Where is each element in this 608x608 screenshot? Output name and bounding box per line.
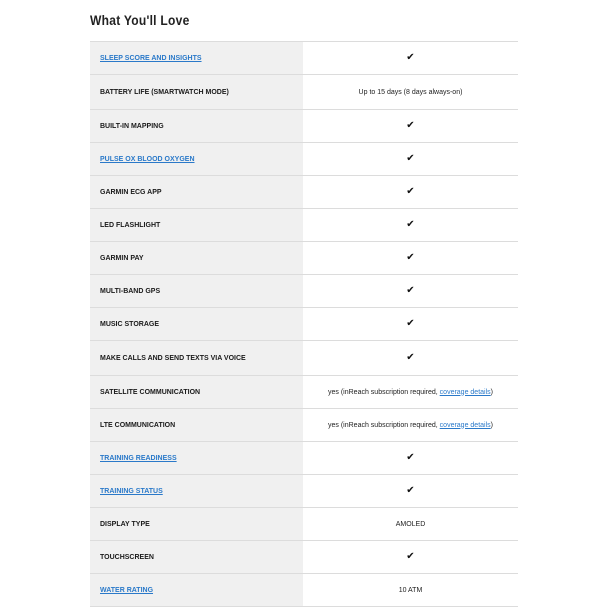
feature-value-cell [303,275,518,307]
table-row [90,541,518,574]
feature-link[interactable]: TRAINING READINESS [100,454,177,462]
feature-value-prefix: yes (inReach subscription required, [328,421,440,429]
table-row [90,110,518,143]
feature-label-cell [90,442,303,474]
feature-label: BATTERY LIFE (SMARTWATCH MODE) [100,88,229,96]
table-row [90,242,518,275]
feature-label-cell [90,242,303,274]
checkmark-icon: ✔ [406,52,415,63]
feature-label-cell [90,75,303,109]
feature-label-cell [90,42,303,74]
checkmark-icon: ✔ [406,452,415,463]
feature-label-cell [90,275,303,307]
table-row [90,209,518,242]
feature-label: DISPLAY TYPE [100,520,150,528]
feature-value: 10 ATM [398,586,423,594]
table-row [90,275,518,308]
table-row [90,442,518,475]
feature-label-cell [90,308,303,340]
feature-label: SATELLITE COMMUNICATION [100,388,201,396]
feature-value [328,422,493,429]
feature-label: MULTI-BAND GPS [100,287,161,295]
table-row [90,409,518,442]
feature-value-cell [303,42,518,74]
checkmark-icon: ✔ [406,186,415,197]
feature-label: MUSIC STORAGE [100,320,159,328]
feature-label-cell [90,475,303,507]
feature-link[interactable]: PULSE OX BLOOD OXYGEN [100,155,195,163]
feature-value [328,389,493,396]
checkmark-icon: ✔ [406,219,415,230]
feature-label-cell [90,409,303,441]
feature-value-cell [303,242,518,274]
feature-value-cell [303,143,518,175]
table-row [90,376,518,409]
features-table [90,41,518,607]
table-row [90,143,518,176]
feature-label: LED FLASHLIGHT [100,221,161,229]
section-title: What You'll Love [90,12,190,28]
table-row [90,475,518,508]
feature-label-cell [90,143,303,175]
feature-value-cell [303,176,518,208]
table-row [90,308,518,341]
feature-value-cell [303,475,518,507]
feature-label: GARMIN PAY [100,254,144,262]
feature-value: Up to 15 days (8 days always-on) [358,88,463,96]
feature-value-cell [303,110,518,142]
checkmark-icon: ✔ [406,120,415,131]
feature-value-cell [303,308,518,340]
coverage-details-link[interactable]: coverage details [439,388,491,396]
checkmark-icon: ✔ [406,485,415,496]
feature-link[interactable]: TRAINING STATUS [100,487,163,495]
feature-label-cell [90,341,303,375]
feature-value-cell [303,376,518,408]
checkmark-icon: ✔ [406,285,415,296]
feature-link[interactable]: SLEEP SCORE AND INSIGHTS [100,54,202,62]
feature-label: BUILT-IN MAPPING [100,122,164,130]
checkmark-icon: ✔ [406,318,415,329]
table-row [90,75,518,110]
feature-value: AMOLED [395,520,426,528]
feature-value-cell [303,75,518,109]
checkmark-icon: ✔ [406,252,415,263]
feature-label: LTE COMMUNICATION [100,421,176,429]
feature-link[interactable]: WATER RATING [100,586,154,594]
coverage-details-link[interactable]: coverage details [439,421,491,429]
feature-value-cell [303,541,518,573]
checkmark-icon: ✔ [406,352,415,363]
feature-value-cell [303,341,518,375]
feature-value-prefix: yes (inReach subscription required, [328,388,440,396]
feature-label-cell [90,110,303,142]
feature-label: TOUCHSCREEN [100,553,154,561]
feature-value-cell [303,409,518,441]
feature-label-cell [90,209,303,241]
feature-value-cell [303,442,518,474]
feature-label: GARMIN ECG APP [100,188,162,196]
checkmark-icon: ✔ [406,551,415,562]
feature-label-cell [90,376,303,408]
checkmark-icon: ✔ [406,153,415,164]
feature-value-cell [303,209,518,241]
feature-label-cell [90,541,303,573]
feature-value-suffix: ) [490,421,493,429]
feature-value-cell [303,574,518,606]
feature-label: MAKE CALLS AND SEND TEXTS VIA VOICE [100,354,246,362]
table-row [90,176,518,209]
table-row [90,574,518,607]
table-row [90,42,518,75]
feature-value-cell [303,508,518,540]
feature-label-cell [90,574,303,606]
table-row [90,341,518,376]
feature-label-cell [90,176,303,208]
table-row [90,508,518,541]
feature-label-cell [90,508,303,540]
feature-value-suffix: ) [490,388,493,396]
